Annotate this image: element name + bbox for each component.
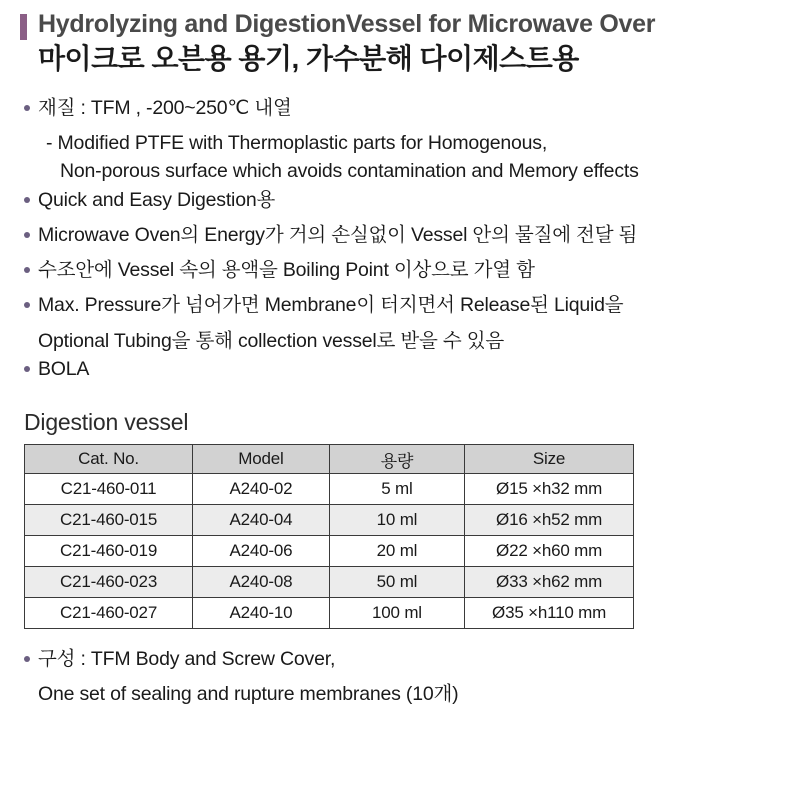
table-row bbox=[25, 474, 634, 505]
section-heading: Digestion vessel bbox=[24, 409, 189, 436]
cell-model: A240-02 bbox=[193, 474, 330, 505]
bullet-continuation: Optional Tubing을 통해 collection vessel로 받을 수 있음 bbox=[38, 329, 505, 352]
list-item bbox=[24, 355, 786, 383]
column-header-capacity: 용량 bbox=[329, 445, 464, 474]
bullet-text: 재질 : TFM , -200~250℃ 내열 bbox=[38, 96, 292, 119]
bullet-subline: Non-porous surface which avoids contamination and Memory effects bbox=[60, 160, 639, 183]
cell-model: A240-08 bbox=[193, 567, 330, 598]
list-item bbox=[24, 221, 786, 249]
cell-capacity: 5 ml bbox=[329, 474, 464, 505]
cell-cat-no: C21-460-011 bbox=[25, 474, 193, 505]
cell-capacity: 100 ml bbox=[329, 598, 464, 629]
feature-bullet-list bbox=[14, 94, 786, 383]
accent-bar-icon bbox=[20, 14, 27, 40]
bullet-text: Max. Pressure가 넘어가면 Membrane이 터지면서 Release된 Liquid을 bbox=[38, 294, 624, 317]
list-item bbox=[24, 94, 786, 122]
digestion-vessel-table bbox=[24, 444, 634, 629]
cell-size: Ø35 ×h110 mm bbox=[465, 598, 634, 629]
page-header bbox=[14, 10, 786, 76]
column-header-cat-no: Cat. No. bbox=[25, 445, 193, 474]
list-item bbox=[24, 256, 786, 284]
table-row bbox=[25, 505, 634, 536]
cell-model: A240-10 bbox=[193, 598, 330, 629]
cell-cat-no: C21-460-015 bbox=[25, 505, 193, 536]
bullet-continuation: One set of sealing and rupture membranes (10개) bbox=[38, 683, 459, 706]
bullet-text: 수조안에 Vessel 속의 용액을 Boiling Point 이상으로 가열 함 bbox=[38, 259, 535, 282]
column-header-model: Model bbox=[193, 445, 330, 474]
cell-capacity: 10 ml bbox=[329, 505, 464, 536]
bullet-dot-icon bbox=[24, 366, 30, 372]
bullet-dot-icon bbox=[24, 267, 30, 273]
bullet-dot-icon bbox=[24, 656, 30, 662]
cell-model: A240-06 bbox=[193, 536, 330, 567]
cell-capacity: 20 ml bbox=[329, 536, 464, 567]
bullet-dot-icon bbox=[24, 232, 30, 238]
cell-size: Ø33 ×h62 mm bbox=[465, 567, 634, 598]
cell-cat-no: C21-460-019 bbox=[25, 536, 193, 567]
bullet-dot-icon bbox=[24, 105, 30, 111]
cell-size: Ø15 ×h32 mm bbox=[465, 474, 634, 505]
bullet-text: Microwave Oven의 Energy가 거의 손실없이 Vessel 안의 물질에 전달 됨 bbox=[38, 223, 638, 246]
composition-note bbox=[14, 645, 786, 709]
page-title-korean: 마이크로 오븐용 용기, 가수분해 다이제스트용 bbox=[38, 42, 579, 74]
bullet-text: Quick and Easy Digestion용 bbox=[38, 188, 276, 211]
table-row bbox=[25, 567, 634, 598]
cell-capacity: 50 ml bbox=[329, 567, 464, 598]
bullet-dot-icon bbox=[24, 302, 30, 308]
cell-model: A240-04 bbox=[193, 505, 330, 536]
cell-cat-no: C21-460-023 bbox=[25, 567, 193, 598]
bullet-subline: - Modified PTFE with Thermoplastic parts for Homogenous, bbox=[46, 132, 548, 155]
list-item bbox=[24, 291, 786, 319]
cell-cat-no: C21-460-027 bbox=[25, 598, 193, 629]
bullet-dot-icon bbox=[24, 197, 30, 203]
bullet-text: 구성 : TFM Body and Screw Cover, bbox=[38, 648, 336, 671]
table-row bbox=[25, 536, 634, 567]
table-row bbox=[25, 598, 634, 629]
column-header-size: Size bbox=[465, 445, 634, 474]
cell-size: Ø16 ×h52 mm bbox=[465, 505, 634, 536]
cell-size: Ø22 ×h60 mm bbox=[465, 536, 634, 567]
list-item bbox=[24, 645, 786, 673]
list-item bbox=[24, 186, 786, 214]
bullet-text: BOLA bbox=[38, 357, 90, 380]
table-header-row bbox=[25, 445, 634, 474]
page-title-english: Hydrolyzing and DigestionVessel for Microwave Over bbox=[38, 10, 656, 38]
